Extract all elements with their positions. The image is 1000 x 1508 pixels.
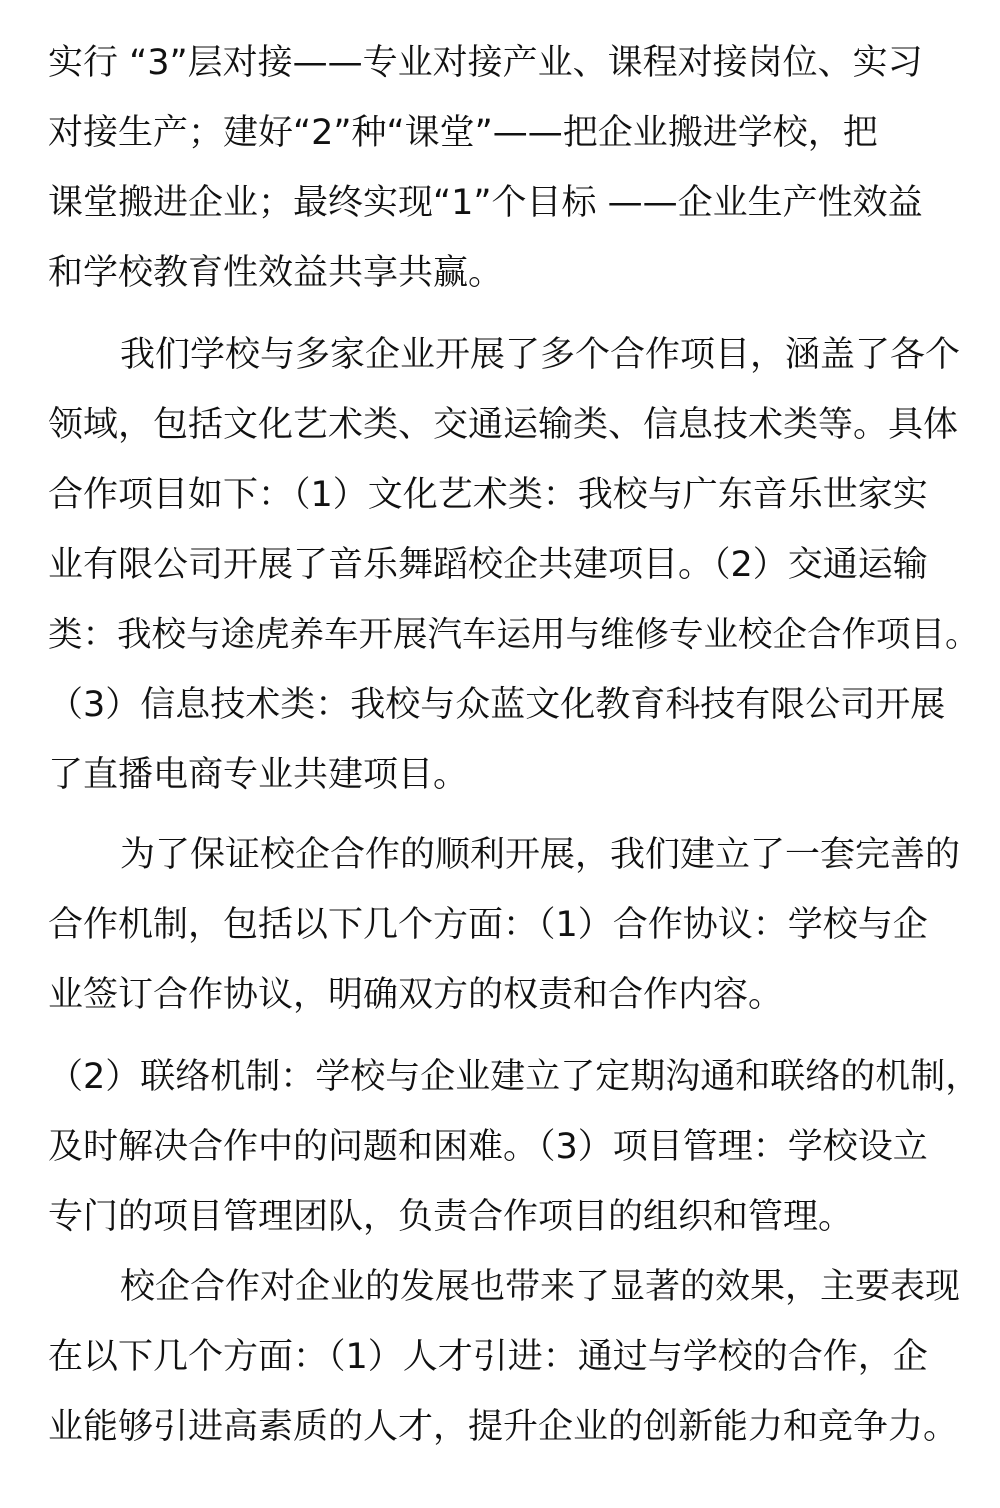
paragraph-3-line-1: 为了保证校企合作的顺利开展，我们建立了一套完善的 [120,835,961,875]
paragraph-2-line-4: 业有限公司开展了音乐舞蹈校企共建项目。（2）交通运输 [48,545,928,585]
paragraph-4-line-1: （2）联络机制：学校与企业建立了定期沟通和联络的机制， [48,1057,981,1097]
paragraph-5-line-1: 校企合作对企业的发展也带来了显著的效果，主要表现 [120,1267,961,1307]
paragraph-5-line-3: 业能够引进高素质的人才，提升企业的创新能力和竞争力。 [48,1407,959,1447]
paragraph-2-line-2: 领域，包括文化艺术类、交通运输类、信息技术类等。具体 [48,405,959,445]
paragraph-2-line-3: 合作项目如下：（1）文化艺术类：我校与广东音乐世家实 [48,475,928,515]
paragraph-1-line-1: 实行 “3”层对接——专业对接产业、课程对接岗位、实习 [48,43,923,83]
paragraph-3-line-2: 合作机制，包括以下几个方面：（1）合作协议：学校与企 [48,905,928,945]
paragraph-2-line-5: 类：我校与途虎养车开展汽车运用与维修专业校企合作项目。 [48,615,980,655]
paragraph-3-line-3: 业签订合作协议，明确双方的权责和合作内容。 [48,975,784,1015]
paragraph-1-line-2: 对接生产；建好“2”种“课堂”——把企业搬进学校，把 [48,113,878,153]
paragraph-4-line-3: 专门的项目管理团队，负责合作项目的组织和管理。 [48,1197,854,1237]
paragraph-5-line-2: 在以下几个方面：（1）人才引进：通过与学校的合作，企 [48,1337,928,1377]
paragraph-1-line-3: 课堂搬进企业；最终实现“1”个目标 ——企业生产性效益 [48,183,923,223]
paragraph-2-line-7: 了直播电商专业共建项目。 [48,755,469,795]
paragraph-4-line-2: 及时解决合作中的问题和困难。（3）项目管理：学校设立 [48,1127,928,1167]
paragraph-2-line-6: （3）信息技术类：我校与众蓝文化教育科技有限公司开展 [48,685,946,725]
paragraph-2-line-1: 我们学校与多家企业开展了多个合作项目，涵盖了各个 [120,335,961,375]
paragraph-1-line-4: 和学校教育性效益共享共赢。 [48,253,504,293]
